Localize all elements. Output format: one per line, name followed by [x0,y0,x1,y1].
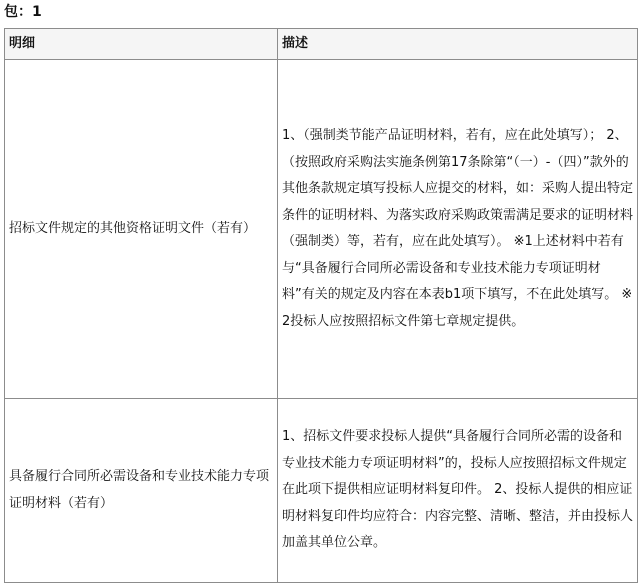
row-description-cell: 1、招标文件要求投标人提供“具备履行合同所必需的设备和专业技术能力专项证明材料”的，投标人应按照招标文件规定在此项下提供相应证明材料复印件。 2、投标人提供的相应证明材料复印件均应符合：内容完整、清晰、整洁，并由投标人加盖其单位公章。 [278,399,638,583]
column-header-detail: 明细 [5,29,278,60]
row-description-cell: 1、（强制类节能产品证明材料，若有，应在此处填写）； 2、（按照政府采购法实施条例第17条除第“（一）-（四）”款外的其他条款规定填写投标人应提交的材料，如：采购人提出特定条件的证明材料、为落实政府采购政策需满足要求的证明材料（强制类）等，若有，应在此处填写）。 ※1上述材料中若有与“具备履行合同所必需设备和专业技术能力专项证明材料”有关的规定及内容在本表b1项下填写，不在此处填写。 ※2投标人应按照招标文件第七章规定提供。 [278,60,638,399]
table-header-row [5,29,638,60]
table-row [5,399,638,583]
requirements-table [4,28,638,583]
table-row [5,60,638,399]
row-detail-cell: 具备履行合同所必需设备和专业技术能力专项证明材料（若有） [5,399,278,583]
column-header-description: 描述 [278,29,638,60]
package-label: 包：1 [4,4,42,20]
row-detail-cell: 招标文件规定的其他资格证明文件（若有） [5,60,278,399]
